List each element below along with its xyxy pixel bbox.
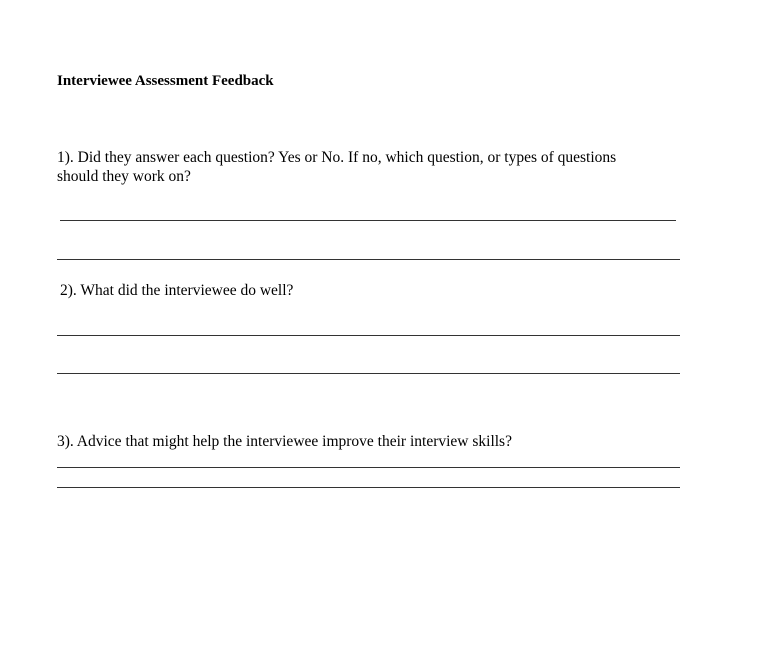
answer-line[interactable] [57, 259, 680, 260]
question-1-line-2: should they work on? [57, 168, 191, 185]
answer-line[interactable] [57, 467, 680, 468]
question-1-line-1: 1). Did they answer each question? Yes or No. If no, which question, or types of questions [57, 149, 617, 166]
question-3: 3). Advice that might help the interviewee improve their interview skills? [57, 433, 512, 450]
answer-line[interactable] [60, 220, 676, 221]
question-2: 2). What did the interviewee do well? [60, 282, 294, 299]
answer-line[interactable] [57, 373, 680, 374]
answer-line[interactable] [57, 335, 680, 336]
answer-line[interactable] [57, 487, 680, 488]
document-title: Interviewee Assessment Feedback [57, 73, 274, 89]
